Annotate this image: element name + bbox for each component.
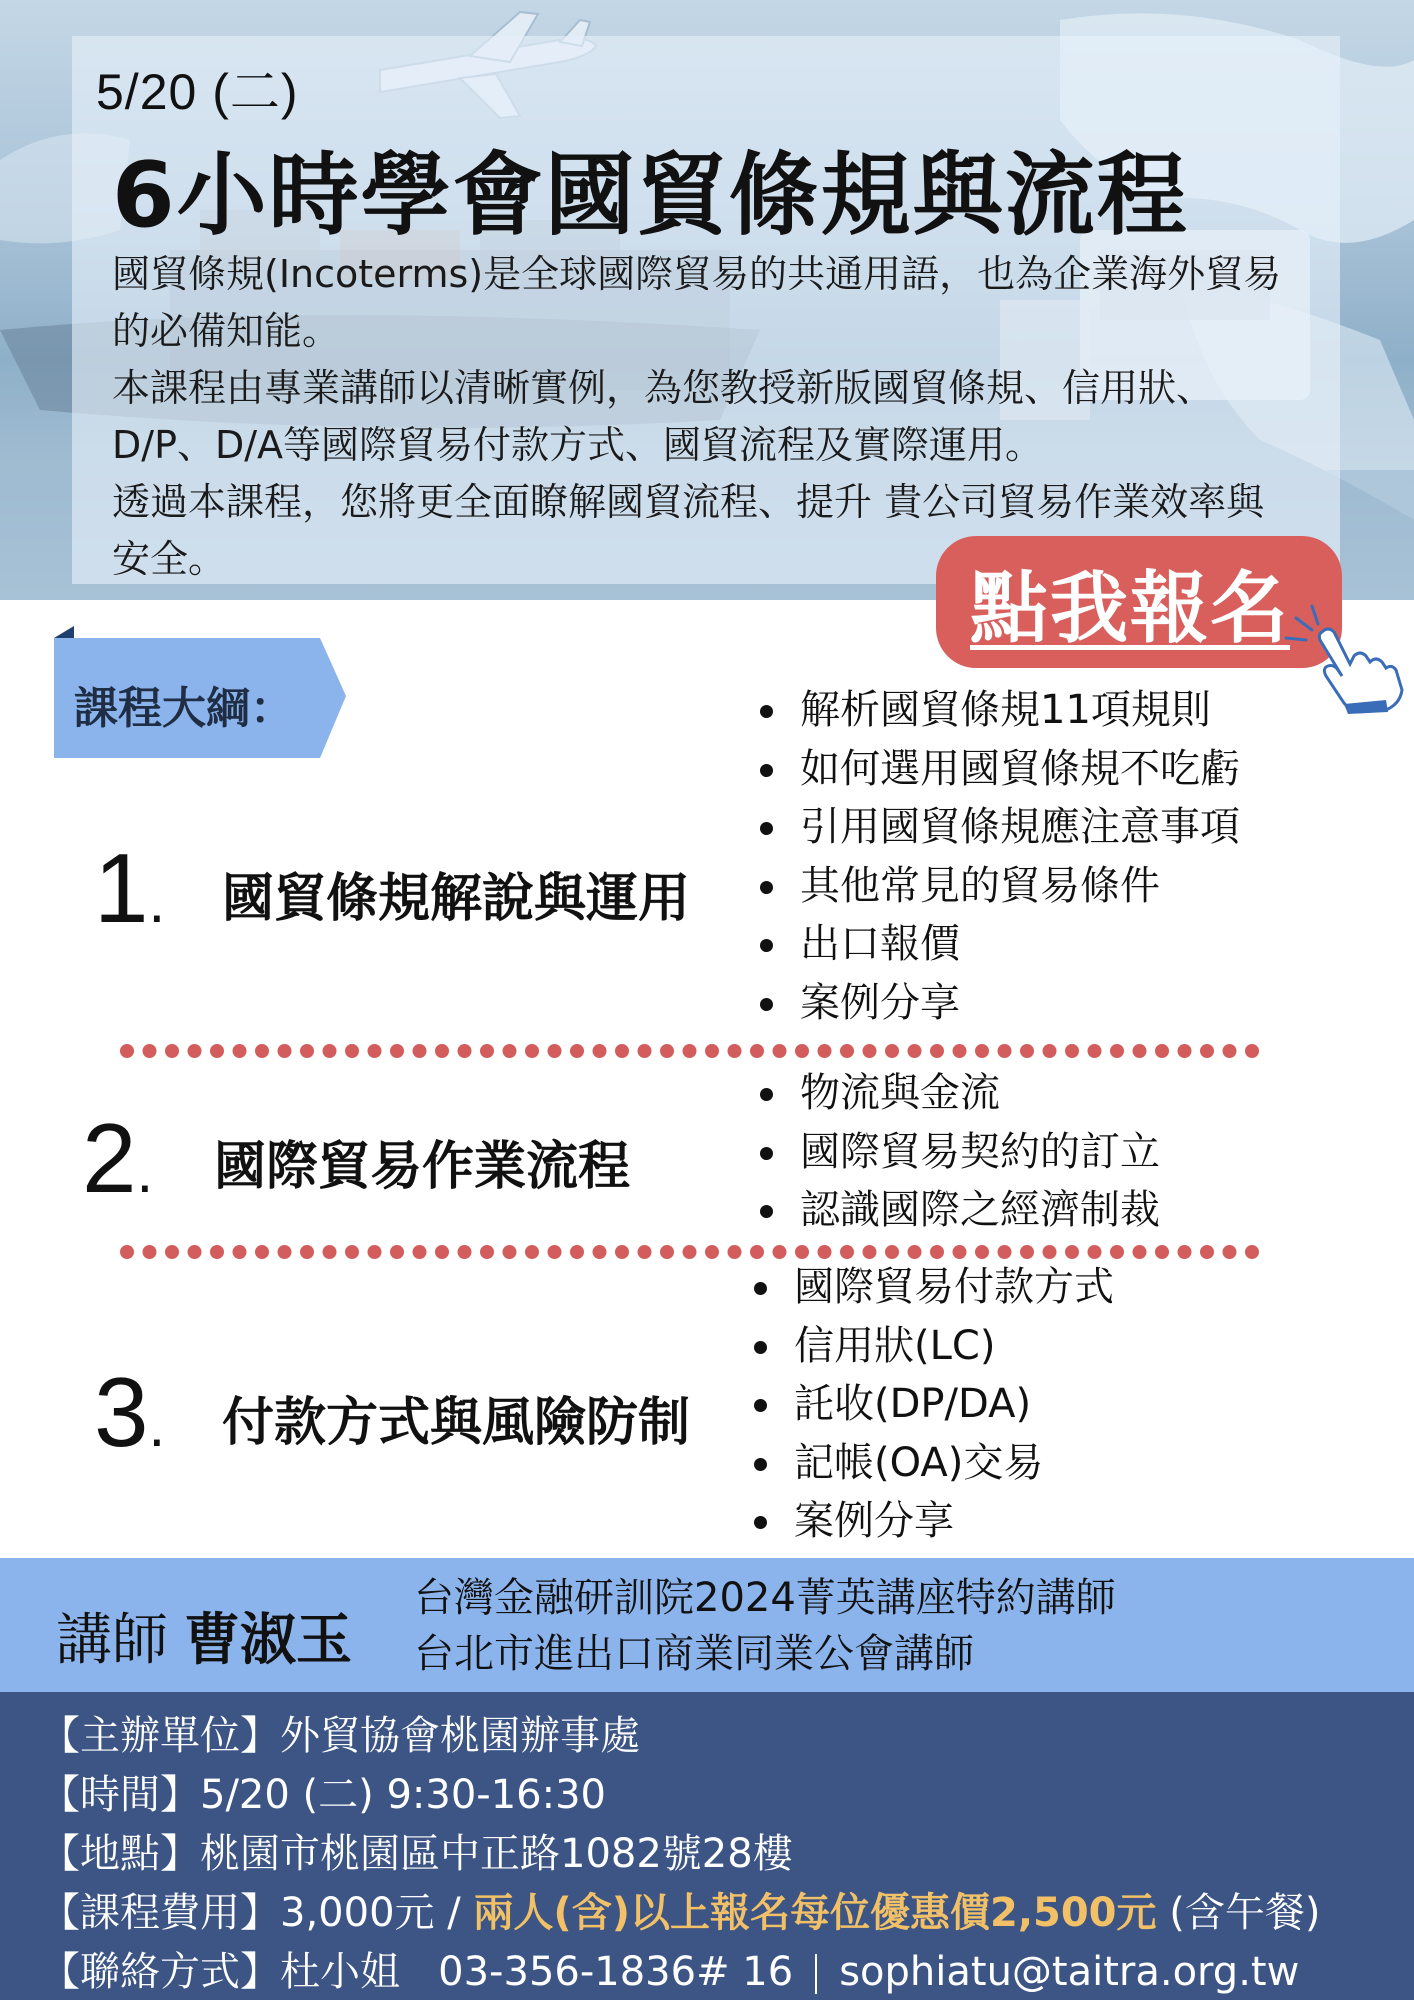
section-title: 國貿條規解說與運用: [222, 869, 691, 929]
fee-discount: 兩人(含)以上報名每位優惠價2,500元: [473, 1890, 1157, 1936]
credential-line: 台北市進出口商業同業公會講師: [414, 1631, 974, 1677]
description-paragraph: 本課程由專業講師以清晰實例，為您教授新版國貿條規、信用狀、D/P、D/A等國際貿易付款方式、國貿流程及實際運用。: [112, 366, 1215, 467]
page-title: 6小時學會國貿條規與流程: [112, 143, 1189, 248]
section-number: 1.: [94, 833, 166, 943]
list-item: 託收(DP/DA): [750, 1375, 1114, 1434]
location-label: 【地點】: [40, 1831, 200, 1877]
event-date: 5/20 (二): [96, 64, 299, 120]
lecturer-person: 曹淑玉: [184, 1608, 352, 1673]
section-number: 2.: [82, 1103, 154, 1213]
section-topic-list: [750, 1258, 1114, 1551]
section-topic-list: [756, 1064, 1160, 1240]
fee-value: 3,000元 /: [280, 1890, 474, 1936]
list-item: 記帳(OA)交易: [750, 1434, 1114, 1493]
section-number-value: 3: [94, 1357, 149, 1467]
list-item: 解析國貿條規11項規則: [756, 681, 1240, 740]
fee-line: [40, 1881, 1320, 1938]
contact-phone[interactable]: 03-356-1836# 16: [438, 1949, 794, 1995]
organizer-line: [40, 1704, 640, 1761]
section-number: 3.: [94, 1357, 166, 1467]
list-item: 物流與金流: [756, 1064, 1160, 1123]
organizer-value: 外貿協會桃園辦事處: [280, 1713, 640, 1759]
list-item: 案例分享: [756, 974, 1240, 1033]
list-item: 認識國際之經濟制裁: [756, 1181, 1160, 1240]
list-item: 引用國貿條規應注意事項: [756, 798, 1240, 857]
lecturer-role: 講師: [56, 1608, 168, 1673]
time-label: 【時間】: [40, 1772, 200, 1818]
section-title: 付款方式與風險防制: [222, 1393, 691, 1453]
location-line: [40, 1822, 793, 1879]
location-value: 桃園市桃園區中正路1082號28樓: [200, 1831, 793, 1877]
section-topic-list: [756, 681, 1240, 1032]
section-number-value: 2: [82, 1103, 137, 1213]
list-item: 國際貿易付款方式: [750, 1258, 1114, 1317]
organizer-label: 【主辦單位】: [40, 1713, 280, 1759]
time-line: [40, 1763, 606, 1820]
lecturer-name: [56, 1596, 352, 1676]
list-item: 出口報價: [756, 915, 1240, 974]
contact-email[interactable]: sophiatu@taitra.org.tw: [839, 1949, 1300, 1995]
lecturer-credentials: [414, 1570, 1116, 1682]
dotted-divider: [120, 1044, 1270, 1058]
contact-name: 杜小姐: [280, 1949, 400, 1995]
contact-separator: [815, 1954, 817, 1994]
dotted-divider: [120, 1245, 1270, 1259]
time-value: 5/20 (二) 9:30-16:30: [200, 1772, 606, 1818]
outline-heading: 課程大綱：: [74, 683, 294, 734]
pointing-hand-icon: [1282, 604, 1406, 714]
section-number-value: 1: [94, 833, 149, 943]
fee-note: (含午餐): [1156, 1890, 1321, 1936]
list-item: 案例分享: [750, 1492, 1114, 1551]
section-title: 國際貿易作業流程: [214, 1137, 631, 1197]
contact-label: 【聯絡方式】: [40, 1949, 280, 1995]
list-item: 國際貿易契約的訂立: [756, 1123, 1160, 1182]
fee-label: 【課程費用】: [40, 1890, 280, 1936]
list-item: 信用狀(LC): [750, 1317, 1114, 1376]
register-label: 點我報名: [969, 564, 1290, 654]
list-item: 如何選用國貿條規不吃虧: [756, 740, 1240, 799]
description-paragraph: 透過本課程，您將更全面瞭解國貿流程、提升 貴公司貿易作業效率與安全。: [112, 480, 1265, 581]
credential-line: 台灣金融研訓院2024菁英講座特約講師: [414, 1575, 1116, 1621]
description-paragraph: 國貿條規(Incoterms)是全球國際貿易的共通用語，也為企業海外貿易的必備知能。: [112, 252, 1282, 353]
contact-line: [40, 1940, 1299, 1997]
list-item: 其他常見的貿易條件: [756, 857, 1240, 916]
